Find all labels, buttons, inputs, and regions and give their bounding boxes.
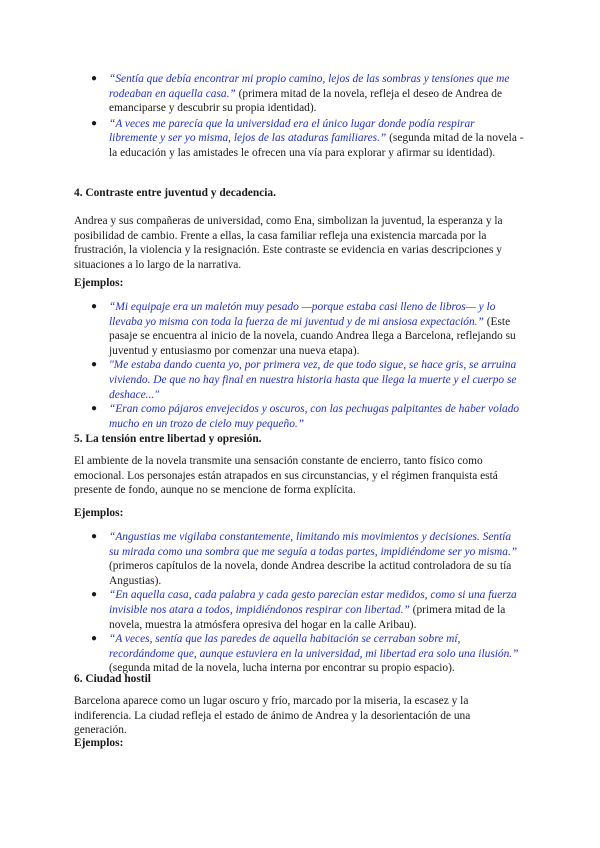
section-4-body xyxy=(74,214,524,272)
example-comment: (primera mitad de la novela, refleja el deseo de Andrea de emanciparse y descubrir su propia identidad). xyxy=(109,87,503,115)
example-quote: “Sentía que debía encontrar mi propio camino, lejos de las sombras y tensiones que me rodeaban en aquella casa.” xyxy=(109,73,510,100)
bullet-icon: ● xyxy=(91,359,98,371)
section-heading: 4. Contraste entre juventud y decadencia. xyxy=(74,187,276,199)
example-quote: “Mi equipaje era un maletón muy pesado —porque estaba casi lleno de libros— y lo llevaba yo misma con toda la fuerza de mi juventud y de mi ansiosa expectación.” xyxy=(109,301,496,328)
list-item xyxy=(74,72,524,116)
bullet-icon: ● xyxy=(91,633,98,645)
examples-label: Ejemplos: xyxy=(74,277,124,289)
section-5-examples-label xyxy=(74,506,524,521)
example-quote: “A veces me parecía que la universidad era el único lugar donde podía respirar libremente y ser yo misma, lejos de las ataduras familiares.” xyxy=(109,117,475,145)
list-item xyxy=(74,530,524,588)
bullet-icon: ● xyxy=(91,531,98,542)
section-4 xyxy=(74,186,524,201)
list-item xyxy=(74,117,524,161)
examples-label: Ejemplos: xyxy=(74,507,124,519)
bullet-icon: ● xyxy=(91,403,98,415)
bullet-icon: ● xyxy=(91,117,98,129)
list-item xyxy=(74,632,524,676)
example-quote: "Me estaba dando cuenta yo, por primera vez, de que todo sigue, se hace gris, se arruina viviendo. De que no hay final en nuestra historia hasta que llega la muerte y el cuerpo se deshace..." xyxy=(109,359,517,401)
section-paragraph: Barcelona aparece como un lugar oscuro y frío, marcado por la miseria, la escasez y la indiferencia. La ciudad refleja el estado de ánimo de Andrea y la desorientación de una generación. xyxy=(74,695,471,737)
example-comment: (segunda mitad de la novela, lucha interna por encontrar su propio espacio). xyxy=(109,662,455,675)
section3-example-list xyxy=(74,72,524,161)
section4-example-list xyxy=(74,300,524,431)
list-item xyxy=(74,402,524,431)
section-paragraph: Andrea y sus compañeras de universidad, como Ena, simbolizan la juventud, la esperanza y la posibilidad de cambio. Frente a ellas, la casa familiar refleja una existencia marcada por la frustración, la violencia y la resignación. Este contraste se evidencia en varias descripciones y situaciones a lo largo de la narrativa. xyxy=(74,215,503,271)
section-6 xyxy=(74,672,524,687)
list-item xyxy=(74,588,524,632)
bullet-icon: ● xyxy=(91,589,98,601)
section-heading: 5. La tensión entre libertad y opresión. xyxy=(74,433,262,445)
section-paragraph: El ambiente de la novela transmite una sensación constante de encierro, tanto físico como emocional. Los personajes están atrapados en sus circunstancias, y el régimen franquista está presente de fondo, aunque no se mencione de forma explícita. xyxy=(74,455,498,497)
example-comment: (segunda mitad de la novela -la educación y las amistades le ofrecen una vía para explorar y afirmar su identidad). xyxy=(109,132,524,159)
section-heading: 6. Ciudad hostil xyxy=(74,673,151,685)
section-4-examples xyxy=(74,300,524,431)
list-item xyxy=(74,358,524,402)
section5-example-list xyxy=(74,530,524,676)
section-6-examples-label xyxy=(74,736,524,751)
section-5 xyxy=(74,432,524,447)
list-item xyxy=(74,300,524,358)
example-quote: “Angustias me vigilaba constantemente, limitando mis movimientos y decisiones. Sentía su mirada como una sombra que me seguía a todas partes, impidiéndome ser yo misma.” xyxy=(109,531,518,558)
example-quote: “En aquella casa, cada palabra y cada gesto parecían estar medidos, como si una fuerza invisible nos atara a todos, impidiéndonos respirar con libertad.” xyxy=(109,589,517,616)
section-4-examples-label xyxy=(74,276,524,291)
section-6-body xyxy=(74,694,524,738)
bullet-icon: ● xyxy=(91,73,98,84)
example-quote: “Eran como pájaros envejecidos y oscuros, con las pechugas palpitantes de haber volado mucho en un trozo de cielo muy pequeño.” xyxy=(109,403,520,430)
example-comment: (primera mitad de la novela, muestra la atmósfera opresiva del hogar en la calle Aribau). xyxy=(109,603,506,631)
bullet-icon: ● xyxy=(91,301,98,312)
section-5-body xyxy=(74,454,524,498)
examples-label: Ejemplos: xyxy=(74,737,124,749)
section-5-examples xyxy=(74,530,524,676)
example-quote: “A veces, sentía que las paredes de aquella habitación se cerraban sobre mí, recordándome que, aunque estuviera en la universidad, mi libertad era solo una ilusión.” xyxy=(109,633,519,660)
example-comment: (primeros capítulos de la novela, donde Andrea describe la actitud controladora de su tía Angustias). xyxy=(109,560,512,587)
section3-examples xyxy=(74,72,524,161)
example-comment: (Este pasaje se encuentra al inicio de la novela, cuando Andrea llega a Barcelona, reflejando su juventud y entusiasmo por comenzar una nueva etapa). xyxy=(109,315,516,357)
